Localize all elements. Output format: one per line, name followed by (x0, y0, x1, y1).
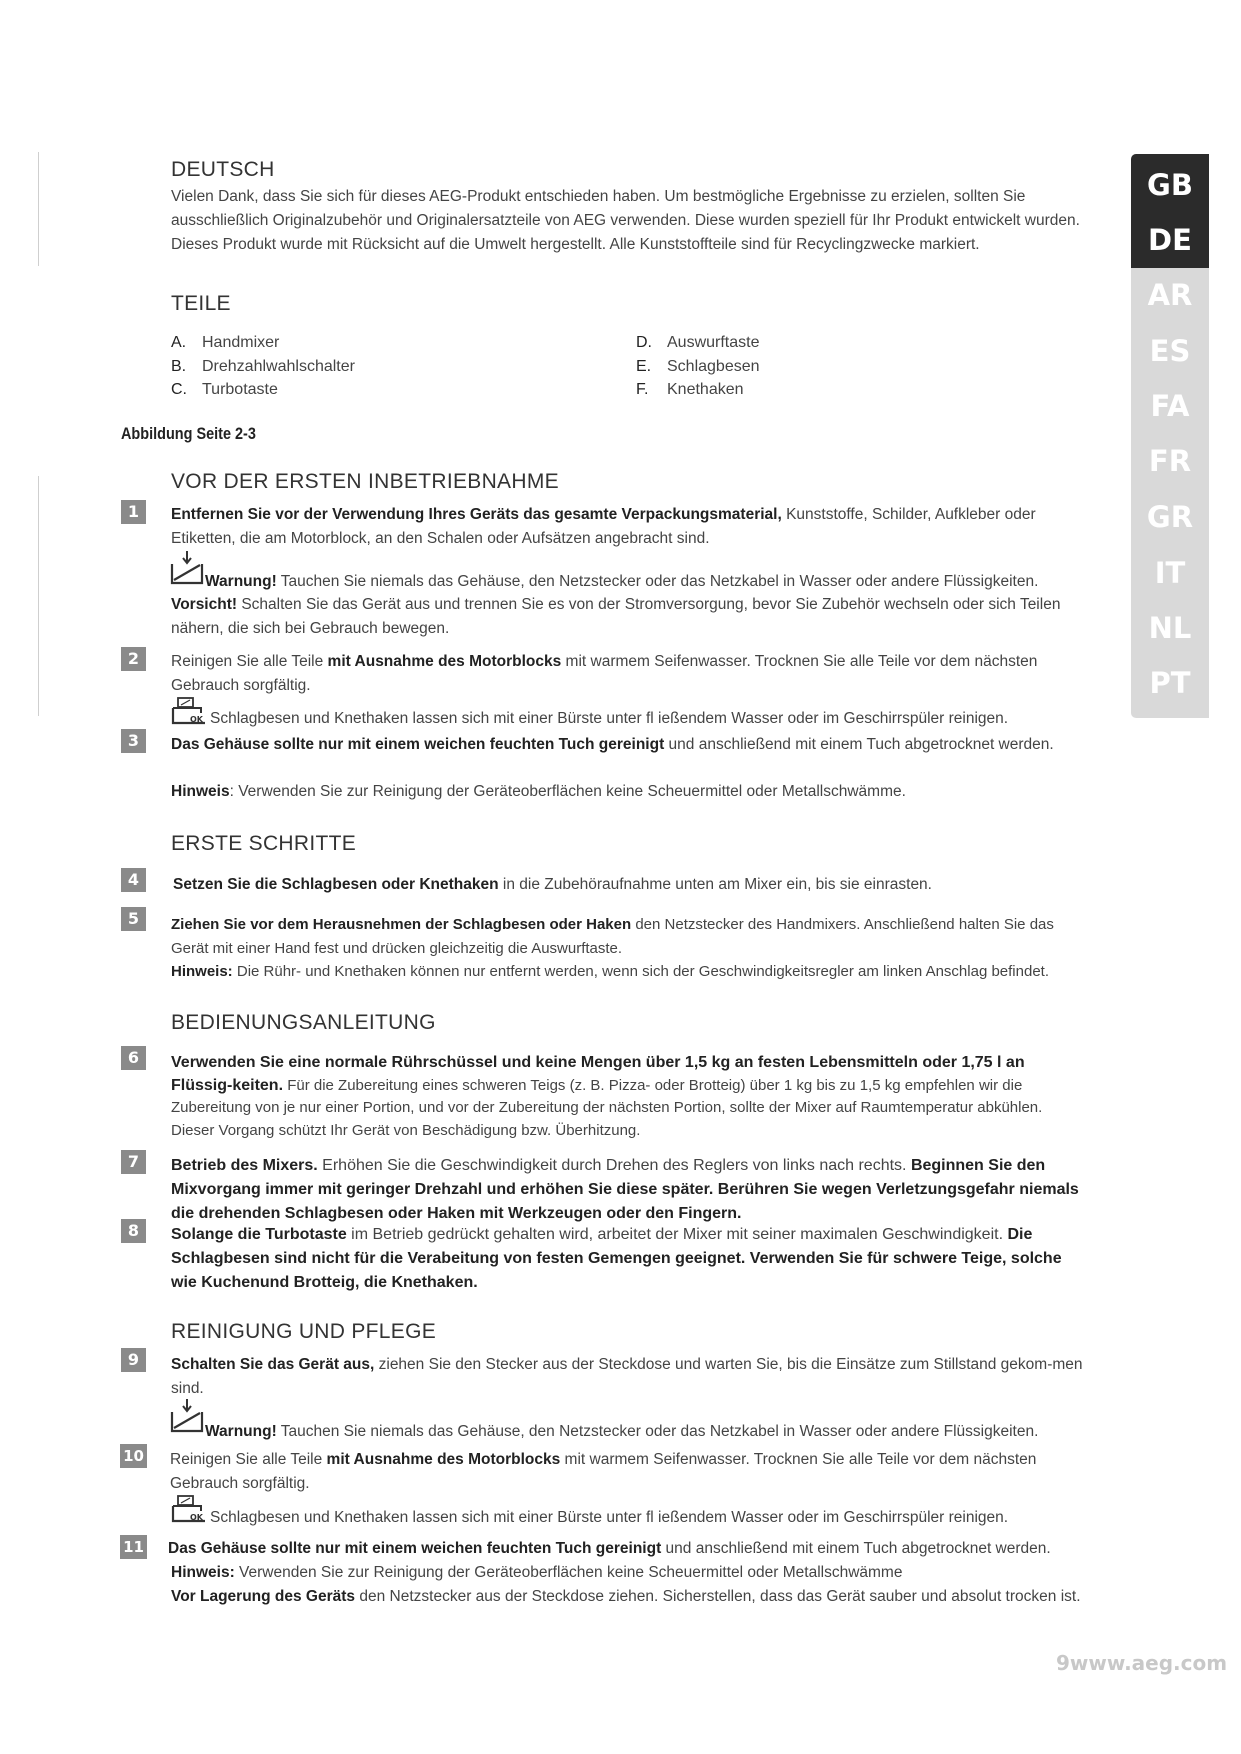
step-11-bold: Das Gehäuse sollte nur mit einem weichen feuchten Tuch gereinigt (168, 1540, 662, 1557)
part-label: Knethaken (667, 381, 744, 398)
footer-url[interactable]: 9www.aeg.com (1056, 1651, 1228, 1675)
storage-11-text (171, 1585, 1087, 1609)
step-badge-1: 1 (121, 500, 146, 524)
part-label: Turbotaste (202, 381, 278, 398)
no-water-icon (170, 1398, 204, 1434)
note-5-rest: Die Rühr- und Knethaken können nur entfernt werden, wenn sich der Geschwindigkeitsregler am linken Anschlag befindet. (232, 963, 1049, 980)
step-7-rest: Erhöhen Sie die Geschwindigkeit durch Drehen des Reglers von links nach rechts. (317, 1157, 911, 1174)
storage-11-bold: Vor Lagerung des Geräts (171, 1588, 356, 1605)
step-5-rest: den Netzstecker des Handmixers. Anschließend halten Sie das Gerät mit einer Hand fest und drücken gleichzeitig die Auswurftaste. (171, 916, 1054, 957)
margin-line (38, 476, 39, 716)
step-1-text (171, 503, 1087, 550)
step-3-bold: Das Gehäuse sollte nur mit einem weichen feuchten Tuch gereinigt (171, 736, 665, 753)
warning-9-rest: Tauchen Sie niemals das Gehäuse, den Netzstecker oder das Netzkabel in Wasser oder andere Flüssigkeiten. (276, 1423, 1039, 1440)
note-3-text (171, 780, 1087, 804)
step-10-rest: mit warmem Seifenwasser. Trocknen Sie alle Teile vor dem nächsten Gebrauch sorgfältig. (170, 1451, 1037, 1492)
step-10-text (170, 1448, 1086, 1495)
part-letter: C. (171, 381, 187, 398)
step-badge-7: 7 (121, 1150, 146, 1174)
part-a (171, 334, 279, 352)
language-de[interactable]: DE (1148, 223, 1192, 257)
step-badge-4: 4 (121, 868, 146, 892)
intro-heading: DEUTSCH (171, 158, 275, 181)
step-9-rest: ziehen Sie den Stecker aus der Steckdose und warten Sie, bis die Einsätze zum Stillstand gekom-men sind. (171, 1356, 1083, 1397)
part-letter: B. (171, 358, 187, 375)
step-7-text (171, 1154, 1087, 1226)
step-4-bold: Setzen Sie die Schlagbesen oder Knethaken (173, 876, 499, 893)
no-water-icon (170, 550, 204, 586)
part-label: Handmixer (202, 334, 280, 351)
step-badge-3: 3 (121, 729, 146, 753)
note-5-text (171, 960, 1087, 984)
step-3-rest: und anschließend mit einem Tuch abgetrocknet werden. (664, 736, 1054, 753)
part-letter: F. (636, 381, 649, 398)
warning-9-text (205, 1420, 1085, 1444)
part-letter: A. (171, 334, 187, 351)
storage-11-rest: den Netzstecker aus der Steckdose ziehen. Sicherstellen, dass das Gerät sauber und absolut trocken ist. (355, 1588, 1081, 1605)
dishwasher-2-text: Schlagbesen und Knethaken lassen sich mit einer Bürste unter fl ießendem Wasser oder im Geschirrspüler reinigen. (210, 710, 1009, 727)
section-first-steps: ERSTE SCHRITTE (171, 832, 357, 855)
step-8-bold2: Die Schlagbesen sind nicht für die Verabeitung von festen Gemengen geeignet. Verwenden Sie für schwere Teige, solche wie Kuchenund Brotteig, die Knethaken. (171, 1226, 1062, 1291)
svg-text:OK: OK (190, 1513, 203, 1522)
section-first-use: VOR DER ERSTEN INBETRIEBNAHME (171, 470, 559, 493)
step-7-bold: Betrieb des Mixers. (171, 1157, 318, 1174)
language-gb[interactable]: GB (1147, 168, 1193, 202)
language-ar[interactable]: AR (1147, 278, 1193, 312)
part-letter: D. (636, 334, 652, 351)
section-cleaning: REINIGUNG UND PFLEGE (171, 1320, 437, 1343)
step-badge-2: 2 (121, 647, 146, 671)
warning-1-bold: Warnung! (205, 573, 277, 590)
warning-1-rest: Tauchen Sie niemals das Gehäuse, den Netzstecker oder das Netzkabel in Wasser oder andere Flüssigkeiten. (276, 573, 1039, 590)
step-4-text (173, 873, 1089, 897)
step-7-bold2: Beginnen Sie den Mixvorgang immer mit geringer Drehzahl und erhöhen Sie diese später. Berühren Sie wegen Verletzungsgefahr niemals die drehenden Schlagbesen oder Haken mit Werkzeugen oder den Fingern. (171, 1157, 1079, 1222)
step-5-text (171, 913, 1087, 960)
intro-text: Vielen Dank, dass Sie sich für dieses AEG-Produkt entschieden haben. Um bestmögliche Ergebnisse zu erzielen, sollten Sie ausschließlich Originalzubehör und Originalersatzteile von AEG verwenden. Diese wurden speziell für Ihr Produkt entwickelt wurden. Dieses Produkt wurde mit Rücksicht auf die Umwelt hergestellt. Alle Kunststoffteile sind für Recyclingzwecke markiert. (171, 188, 1080, 253)
caution-1-bold: Vorsicht! (171, 596, 238, 613)
step-5-bold: Ziehen Sie vor dem Herausnehmen der Schlagbesen oder Haken (171, 916, 632, 933)
warning-1-text (205, 570, 1085, 594)
part-label: Auswurftaste (667, 334, 760, 351)
step-3-text (171, 733, 1087, 757)
step-badge-11: 11 (120, 1535, 147, 1559)
step-badge-8: 8 (121, 1219, 146, 1243)
step-badge-5: 5 (121, 907, 146, 931)
part-b (171, 358, 355, 376)
note-5-bold: Hinweis: (171, 963, 233, 980)
step-2-text (171, 650, 1087, 697)
language-gr[interactable]: GR (1146, 500, 1194, 534)
section-operating: BEDIENUNGSANLEITUNG (171, 1011, 436, 1034)
part-label: Schlagbesen (667, 358, 760, 375)
dishwasher-icon (171, 696, 207, 726)
step-badge-6: 6 (121, 1046, 146, 1070)
note-3-bold: Hinweis (171, 783, 230, 800)
note-11-bold: Hinweis: (171, 1564, 235, 1581)
step-8-text (171, 1223, 1087, 1295)
step-9-text (171, 1353, 1087, 1400)
part-letter: E. (636, 358, 652, 375)
step-11-rest: und anschließend mit einem Tuch abgetrocknet werden. (661, 1540, 1051, 1557)
dishwasher-icon (171, 1494, 207, 1524)
step-4-rest: in die Zubehöraufnahme unten am Mixer ein, bis sie einrasten. (498, 876, 932, 893)
warning-9-bold: Warnung! (205, 1423, 277, 1440)
figure-reference: Abbildung Seite 2-3 (121, 424, 256, 443)
note-3-rest: : Verwenden Sie zur Reinigung der Geräteoberflächen keine Scheuermittel oder Metallschwämme. (229, 783, 906, 800)
step-8-rest: im Betrieb gedrückt gehalten wird, arbeitet der Mixer mit seiner maximalen Geschwindigkeit. (346, 1226, 1008, 1243)
step-6-bold: Verwenden Sie eine normale Rührschüssel und keine Mengen über 1,5 kg an festen Lebensmitteln oder 1,75 l an Flüssig-keiten. (171, 1054, 1025, 1094)
part-d (636, 334, 759, 352)
note-11-text (171, 1561, 1087, 1585)
language-nl[interactable]: NL (1148, 611, 1192, 645)
caution-1-rest: Schalten Sie das Gerät aus und trennen Sie es von der Stromversorgung, bevor Sie Zubehör wechseln oder sich Teilen nähern, die sich bei Gebrauch bewegen. (171, 596, 1061, 637)
caution-1-text (171, 593, 1087, 640)
part-e (636, 358, 760, 376)
language-fa[interactable]: FA (1150, 389, 1190, 423)
step-badge-9: 9 (121, 1348, 146, 1372)
step-11-text (168, 1537, 1098, 1561)
step-10-bold: mit Ausnahme des Motorblocks (326, 1451, 561, 1468)
language-es[interactable]: ES (1149, 334, 1191, 368)
note-11-rest: Verwenden Sie zur Reinigung der Geräteoberflächen keine Scheuermittel oder Metallschwämme (234, 1564, 903, 1581)
step-10-pre: Reinigen Sie alle Teile (170, 1451, 327, 1468)
margin-line (38, 152, 39, 266)
step-2-bold: mit Ausnahme des Motorblocks (327, 653, 562, 670)
part-label: Drehzahlwahlschalter (202, 358, 355, 375)
language-fr[interactable]: FR (1148, 444, 1192, 478)
step-badge-10: 10 (120, 1444, 147, 1468)
part-c (171, 381, 278, 399)
step-1-rest: Kunststoffe, Schilder, Aufkleber oder Etiketten, die am Motorblock, an den Schalen oder Aufsätzen angebracht sind. (171, 506, 1036, 547)
step-2-rest: mit warmem Seifenwasser. Trocknen Sie alle Teile vor dem nächsten Gebrauch sorgfältig. (171, 653, 1038, 694)
language-tab (1131, 154, 1209, 718)
part-f (636, 381, 744, 399)
step-1-bold: Entfernen Sie vor der Verwendung Ihres Geräts das gesamte Verpackungsmaterial, (171, 506, 782, 523)
step-8-bold: Solange die Turbotaste (171, 1226, 347, 1243)
dishwasher-10-text: Schlagbesen und Knethaken lassen sich mit einer Bürste unter fl ießendem Wasser oder im Geschirrspüler reinigen. (210, 1509, 1009, 1526)
parts-heading: TEILE (171, 292, 231, 315)
step-6-text (171, 1052, 1087, 1142)
step-9-bold: Schalten Sie das Gerät aus, (171, 1356, 375, 1373)
step-2-pre: Reinigen Sie alle Teile (171, 653, 328, 670)
language-it[interactable]: IT (1154, 556, 1186, 590)
language-pt[interactable]: PT (1149, 666, 1191, 700)
svg-text:OK: OK (190, 715, 203, 724)
step-6-rest: Für die Zubereitung eines schweren Teigs (z. B. Pizza- oder Brotteig) über 1 kg bis zu 1,5 kg empfehlen wir die Zubereitung von je nur einer Portion, und vor der Zubereitung der nächsten Portion, sollte der Mixer auf Raumtemperatur abkühlen. Dieser Vorgang schützt Ihr Gerät von Beschädigung bzw. Überhitzung. (171, 1076, 1043, 1139)
